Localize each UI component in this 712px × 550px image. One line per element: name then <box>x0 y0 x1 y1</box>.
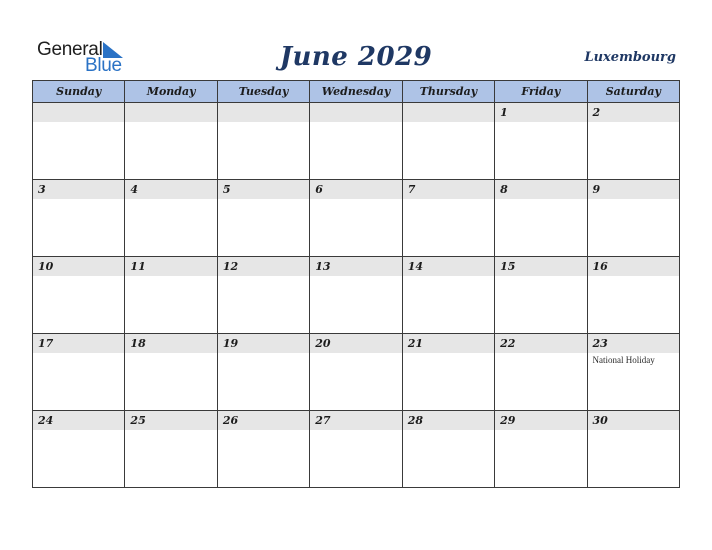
day-cell <box>125 334 217 411</box>
day-number <box>310 103 401 122</box>
day-number: 19 <box>218 334 309 353</box>
day-number: 6 <box>310 180 401 199</box>
week-row <box>33 180 680 257</box>
day-cell <box>310 411 402 488</box>
day-cell <box>587 411 679 488</box>
week-row <box>33 103 680 180</box>
day-number: 3 <box>33 180 124 199</box>
weekday-header-monday: Monday <box>125 81 217 103</box>
weekday-header-thursday: Thursday <box>402 81 494 103</box>
day-cell <box>495 334 587 411</box>
day-cell <box>217 334 309 411</box>
day-cell <box>587 180 679 257</box>
logo-general-text: General <box>37 39 103 60</box>
day-number: 7 <box>403 180 494 199</box>
day-cell <box>125 411 217 488</box>
day-cell <box>310 334 402 411</box>
day-cell <box>495 257 587 334</box>
day-number <box>125 103 216 122</box>
day-cell <box>217 103 309 180</box>
day-number: 23 <box>588 334 679 353</box>
day-cell <box>402 103 494 180</box>
country-name: Luxembourg <box>584 50 676 65</box>
logo-blue-text: Blue <box>85 55 122 76</box>
day-number: 29 <box>495 411 586 430</box>
day-cell <box>587 334 679 411</box>
day-number: 28 <box>403 411 494 430</box>
weekday-header-sunday: Sunday <box>33 81 125 103</box>
day-cell <box>33 180 125 257</box>
day-cell <box>310 180 402 257</box>
day-number: 10 <box>33 257 124 276</box>
day-number: 12 <box>218 257 309 276</box>
week-row <box>33 411 680 488</box>
day-cell <box>33 103 125 180</box>
day-number: 14 <box>403 257 494 276</box>
day-number: 24 <box>33 411 124 430</box>
day-number: 11 <box>125 257 216 276</box>
day-cell <box>33 257 125 334</box>
day-number: 9 <box>588 180 679 199</box>
day-cell <box>402 180 494 257</box>
day-number: 25 <box>125 411 216 430</box>
day-cell <box>402 257 494 334</box>
weekday-header-row <box>33 81 680 103</box>
day-cell <box>495 411 587 488</box>
day-cell <box>217 411 309 488</box>
day-number: 5 <box>218 180 309 199</box>
day-number: 20 <box>310 334 401 353</box>
day-cell <box>587 257 679 334</box>
weekday-header-saturday: Saturday <box>587 81 679 103</box>
day-cell <box>495 103 587 180</box>
day-cell <box>402 411 494 488</box>
day-cell <box>310 103 402 180</box>
day-number: 26 <box>218 411 309 430</box>
day-number: 13 <box>310 257 401 276</box>
month-calendar-grid <box>32 80 680 488</box>
day-cell <box>125 103 217 180</box>
day-number: 15 <box>495 257 586 276</box>
day-cell <box>310 257 402 334</box>
day-number <box>33 103 124 122</box>
day-cell <box>217 180 309 257</box>
day-number: 4 <box>125 180 216 199</box>
day-cell <box>125 180 217 257</box>
week-row <box>33 334 680 411</box>
weekday-header-friday: Friday <box>495 81 587 103</box>
day-cell <box>33 411 125 488</box>
day-number: 16 <box>588 257 679 276</box>
calendar-title: June 2029 <box>279 42 433 72</box>
weekday-header-tuesday: Tuesday <box>217 81 309 103</box>
day-number: 18 <box>125 334 216 353</box>
day-cell <box>587 103 679 180</box>
day-cell <box>125 257 217 334</box>
day-number <box>403 103 494 122</box>
holiday-label: National Holiday <box>592 355 655 365</box>
day-number: 8 <box>495 180 586 199</box>
day-number: 17 <box>33 334 124 353</box>
day-number: 1 <box>495 103 586 122</box>
day-number: 27 <box>310 411 401 430</box>
day-number: 30 <box>588 411 679 430</box>
day-cell <box>402 334 494 411</box>
day-cell <box>495 180 587 257</box>
day-number <box>218 103 309 122</box>
day-cell <box>33 334 125 411</box>
day-number: 21 <box>403 334 494 353</box>
weekday-header-wednesday: Wednesday <box>310 81 402 103</box>
day-cell <box>217 257 309 334</box>
day-number: 2 <box>588 103 679 122</box>
day-number: 22 <box>495 334 586 353</box>
week-row <box>33 257 680 334</box>
